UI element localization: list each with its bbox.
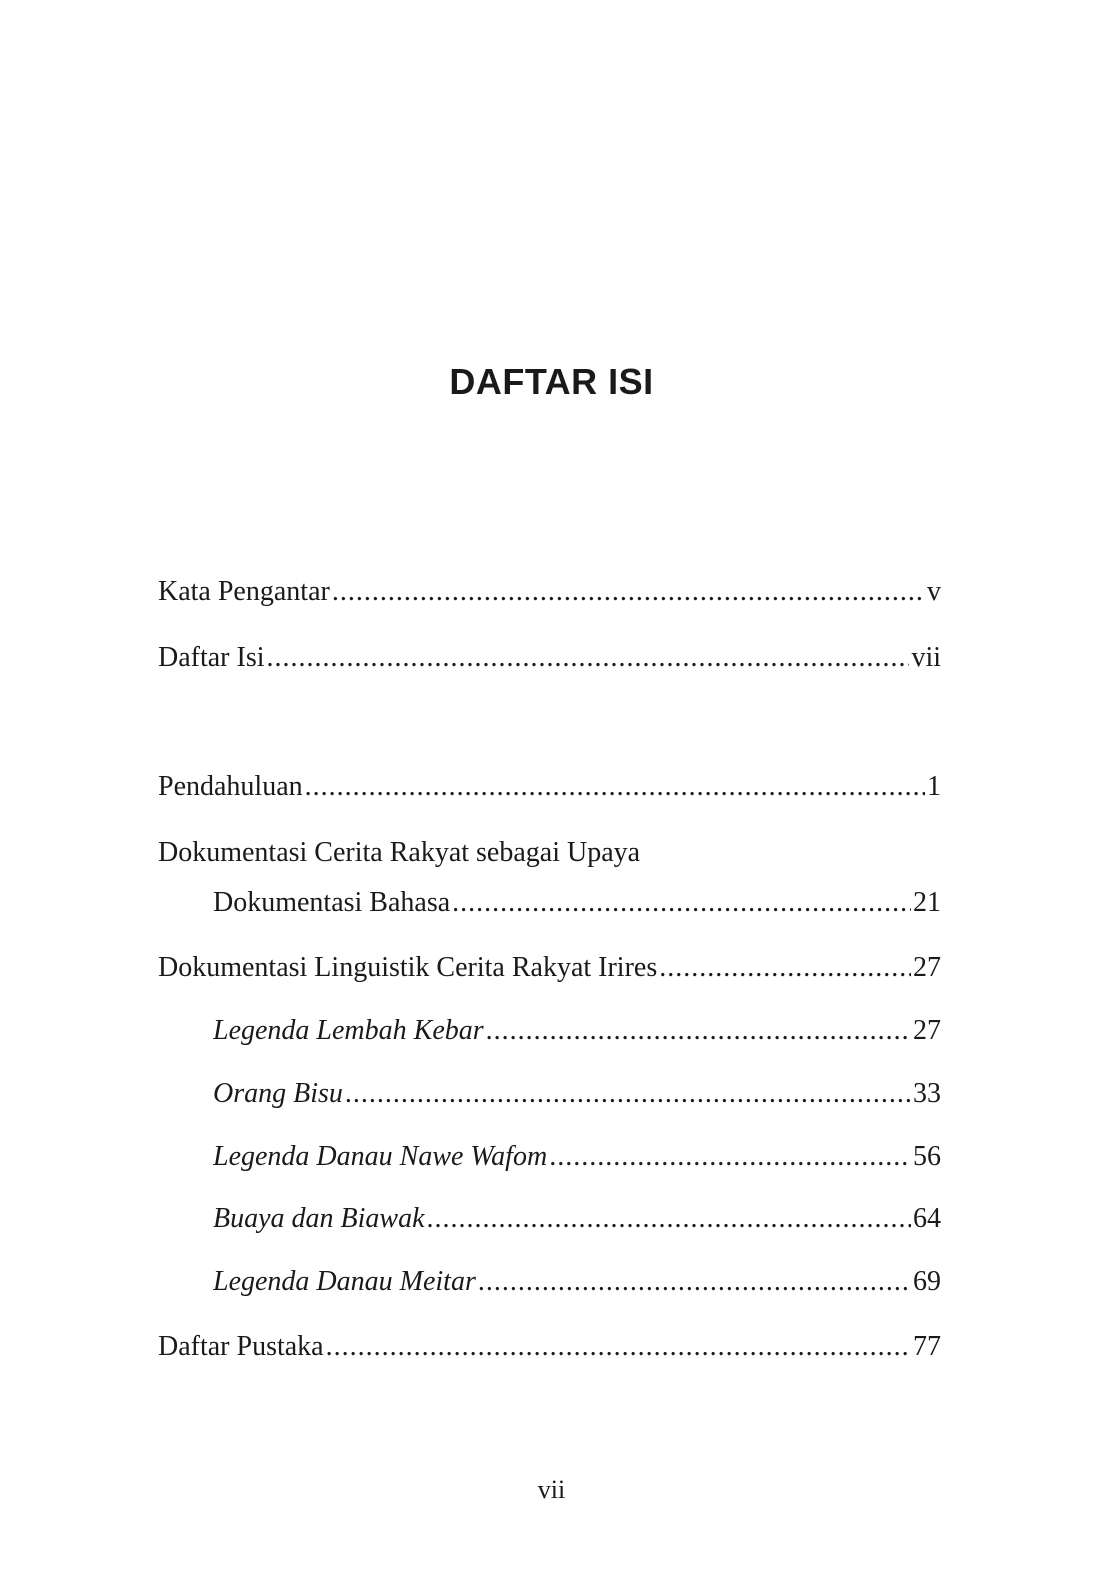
toc-entry-story[interactable] [213,1137,941,1177]
toc-page-number: 56 [913,1141,941,1172]
toc-entry-story[interactable] [213,1011,941,1051]
toc-entry-label: Kata Pengantar [158,576,330,607]
toc-entry-label: Buaya dan Biawak [213,1203,425,1234]
toc-dot-leader [549,1137,911,1177]
toc-page-number: 27 [913,1015,941,1046]
toc-dot-leader [478,1262,911,1302]
toc-entry-dokumentasi-linguistik[interactable] [158,948,941,988]
toc-entry-dokumentasi-cerita-line1[interactable]: Dokumentasi Cerita Rakyat sebagai Upaya [158,837,641,868]
toc-dot-leader [659,948,911,988]
toc-entry-label: Daftar Isi [158,642,265,673]
toc-page-number: 21 [913,887,941,918]
toc-entry-story[interactable] [213,1262,941,1302]
toc-entry-pendahuluan[interactable] [158,767,941,807]
toc-page-number: v [927,576,941,607]
toc-dot-leader [305,767,925,807]
toc-entry-label: Legenda Danau Nawe Wafom [213,1141,548,1172]
toc-dot-leader [267,638,910,678]
toc-entry-daftar-pustaka[interactable] [158,1327,941,1367]
toc-page-number: 77 [913,1331,941,1362]
toc-dot-leader [332,572,925,612]
toc-page-number: 1 [927,771,941,802]
toc-dot-leader [452,883,911,923]
toc-entry-story[interactable] [213,1074,941,1114]
toc-entry-label: Dokumentasi Bahasa [213,887,451,918]
toc-entry-dokumentasi-cerita[interactable] [213,883,941,923]
toc-entry-label: Legenda Lembah Kebar [213,1015,484,1046]
toc-entry-story[interactable] [213,1199,941,1239]
toc-entry-kata-pengantar[interactable] [158,572,941,612]
toc-entry-label: Orang Bisu [213,1078,343,1109]
page-title: DAFTAR ISI [449,361,654,402]
toc-page-number: vii [911,642,941,673]
toc-entry-daftar-isi[interactable] [158,638,941,678]
toc-dot-leader [326,1327,911,1367]
toc-entry-label: Legenda Danau Meitar [213,1266,476,1297]
toc-dot-leader [427,1199,911,1239]
toc-page-number: 69 [913,1266,941,1297]
toc-entry-label: Pendahuluan [158,771,303,802]
toc-page-number: 27 [913,952,941,983]
toc-dot-leader [486,1011,911,1051]
toc-page-number: 33 [913,1078,941,1109]
page-number-footer: vii [537,1475,566,1504]
toc-entry-label: Dokumentasi Linguistik Cerita Rakyat Irires [158,952,658,983]
toc-entry-label: Daftar Pustaka [158,1331,324,1362]
toc-dot-leader [345,1074,911,1114]
toc-page-number: 64 [913,1203,941,1234]
